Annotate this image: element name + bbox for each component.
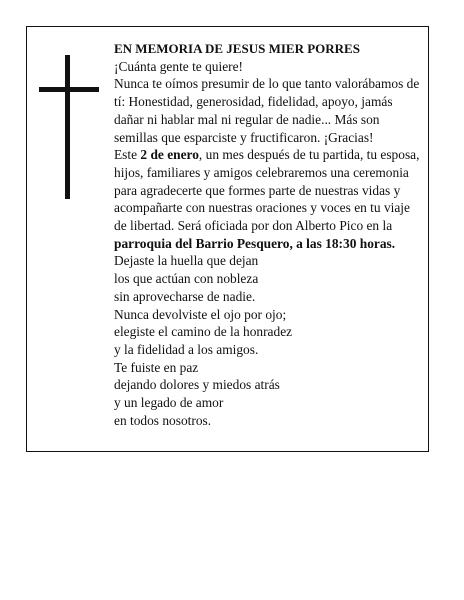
cross-icon <box>39 55 99 199</box>
poem-line: Nunca devolviste el ojo por ojo; <box>114 306 287 322</box>
ceremony-text-start: Este <box>114 147 141 163</box>
obituary-greeting: ¡Cuánta gente te quiere! <box>114 58 244 74</box>
obituary-title: EN MEMORIA DE JESUS MIER PORRES <box>114 41 360 56</box>
ceremony-text-middle: , un mes después de tu partida, tu esposa, hijos, familiares y amigos celebraremos una ceremonia para agradecerte que formes parte de nuestras vidas y acompañarte con nuestras oraciones y voces en tu viaje de libertad. Será oficiada por don Alberto Pico en la <box>114 147 420 234</box>
ceremony-date: 2 de enero <box>140 147 199 163</box>
poem-line: Dejaste la huella que dejan <box>114 253 259 269</box>
poem-line: Te fuiste en paz <box>114 359 199 375</box>
obituary-notice <box>26 26 429 452</box>
poem-line: sin aprovecharse de nadie. <box>114 288 256 304</box>
cross-horizontal-bar <box>39 87 99 92</box>
poem-line: elegiste el camino de la honradez <box>114 324 293 340</box>
obituary-text <box>114 40 420 429</box>
obituary-paragraph-tribute: Nunca te oímos presumir de lo que tanto valorábamos de tí: Honestidad, generosidad, fidelidad, apoyo, jamás dañar ni hablar mal ni regular de nadie... Más son semillas que esparciste y fructificaron. ¡Gracias! <box>114 76 420 145</box>
cross-vertical-bar <box>65 55 70 199</box>
poem-line: y la fidelidad a los amigos. <box>114 341 259 357</box>
poem-line: dejando dolores y miedos atrás <box>114 377 280 393</box>
ceremony-place-time: parroquia del Barrio Pesquero, a las 18:30 horas. <box>114 235 396 251</box>
poem-line: los que actúan con nobleza <box>114 271 259 287</box>
obituary-paragraph-ceremony <box>114 146 420 252</box>
poem-line: en todos nosotros. <box>114 412 212 428</box>
poem-line: y un legado de amor <box>114 395 224 411</box>
